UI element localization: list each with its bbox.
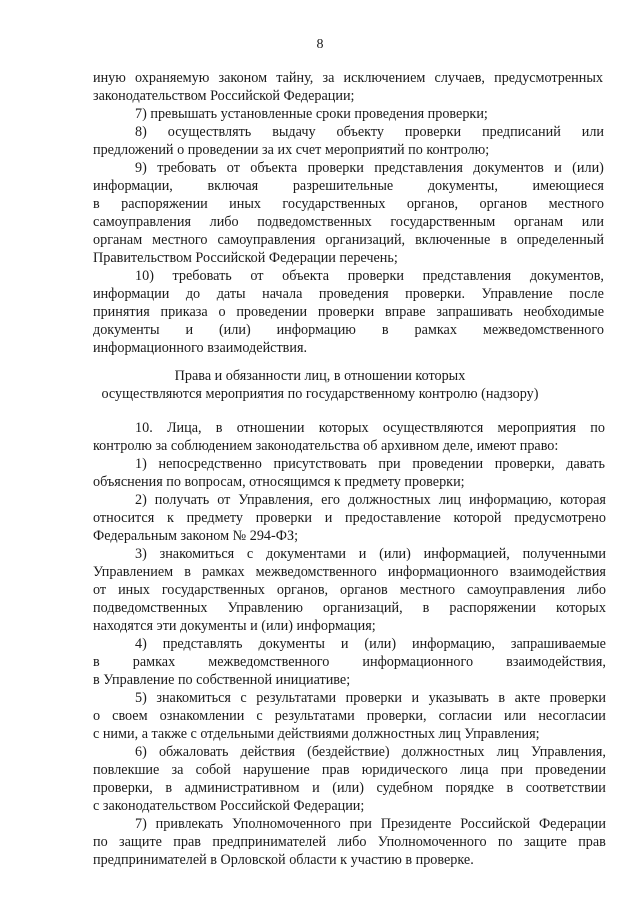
text-line: объяснения по вопросам, относящимся к предмету проверки; xyxy=(93,474,465,490)
text-line: 6) обжаловать действия (бездействие) должностных лиц Управления, xyxy=(135,744,606,760)
text-line: предложений о проведении за их счет мероприятий по контролю; xyxy=(93,142,490,158)
text-line: предпринимателей в Орловской области к участию в проверке. xyxy=(93,852,474,868)
text-line: проверки, в административном и (или) судебном порядке в соответствии xyxy=(93,780,606,796)
text-line: 2) получать от Управления, его должностных лиц информацию, которая xyxy=(135,492,606,508)
text-line: 3) знакомиться с документами и (или) информацией, полученными xyxy=(135,546,606,562)
text-line: органам местного самоуправления организаций, включенные в определенный xyxy=(93,232,604,248)
text-line: в Управление по собственной инициативе; xyxy=(93,672,351,688)
text-line: от иных государственных органов, органов местного самоуправления либо xyxy=(93,582,606,598)
section-heading-line: Права и обязанности лиц, в отношении которых xyxy=(174,368,466,384)
text-line: 7) превышать установленные сроки проведения проверки; xyxy=(135,106,488,122)
text-line: 9) требовать от объекта проверки представления документов и (или) xyxy=(135,160,604,176)
text-line: законодательством Российской Федерации; xyxy=(93,88,355,104)
text-line: в распоряжении иных государственных органов, органов местного xyxy=(93,196,604,212)
text-line: с ними, а также с отдельными действиями должностных лиц Управления; xyxy=(93,726,540,742)
text-line: по защите прав предпринимателей либо Уполномоченного по защите прав xyxy=(93,834,606,850)
text-line: подведомственных Управлению организаций, в распоряжении которых xyxy=(93,600,606,616)
text-line: относится к предмету проверки и предоставление которой предусмотрено xyxy=(93,510,606,526)
text-line: Правительством Российской Федерации перечень; xyxy=(93,250,398,266)
text-line: 4) представлять документы и (или) информацию, запрашиваемые xyxy=(135,636,606,652)
text-line: иную охраняемую законом тайну, за исключением случаев, предусмотренных xyxy=(93,70,603,86)
text-line: о своем ознакомлении с результатами проверки, согласии или несогласии xyxy=(93,708,606,724)
text-line: 1) непосредственно присутствовать при проведении проверки, давать xyxy=(135,456,605,472)
text-line: с законодательством Российской Федерации; xyxy=(93,798,365,814)
text-line: Федеральным законом № 294-ФЗ; xyxy=(93,528,299,544)
text-line: информации, включая разрешительные документы, имеющиеся xyxy=(93,178,604,194)
text-line: информационного взаимодействия. xyxy=(93,340,308,356)
text-line: самоуправления либо подведомственных государственным органам или xyxy=(93,214,604,230)
text-line: 10. Лица, в отношении которых осуществляются мероприятия по xyxy=(135,420,605,436)
text-line: 10) требовать от объекта проверки представления документов, xyxy=(135,268,604,284)
text-line: 8) осуществлять выдачу объекту проверки предписаний или xyxy=(135,124,604,140)
text-line: информации до даты начала проведения проверки. Управление после xyxy=(93,286,604,302)
text-line: Управлением в рамках межведомственного информационного взаимодействия xyxy=(93,564,606,580)
page-number: 8 xyxy=(316,37,324,52)
text-line: документы и (или) информацию в рамках межведомственного xyxy=(93,322,604,338)
text-line: 5) знакомиться с результатами проверки и указывать в акте проверки xyxy=(135,690,606,706)
section-heading-line: осуществляются мероприятия по государственному контролю (надзору) xyxy=(101,386,539,402)
text-line: находятся эти документы и (или) информация; xyxy=(93,618,376,634)
text-line: принятия приказа о проведении проверки вправе запрашивать необходимые xyxy=(93,304,604,320)
text-line: в рамках межведомственного информационного взаимодействия, xyxy=(93,654,606,670)
text-line: повлекшие за собой нарушение прав юридического лица при проведении xyxy=(93,762,606,778)
text-line: 7) привлекать Уполномоченного при Президенте Российской Федерации xyxy=(135,816,606,832)
text-line: контролю за соблюдением законодательства об архивном деле, имеют право: xyxy=(93,438,559,454)
